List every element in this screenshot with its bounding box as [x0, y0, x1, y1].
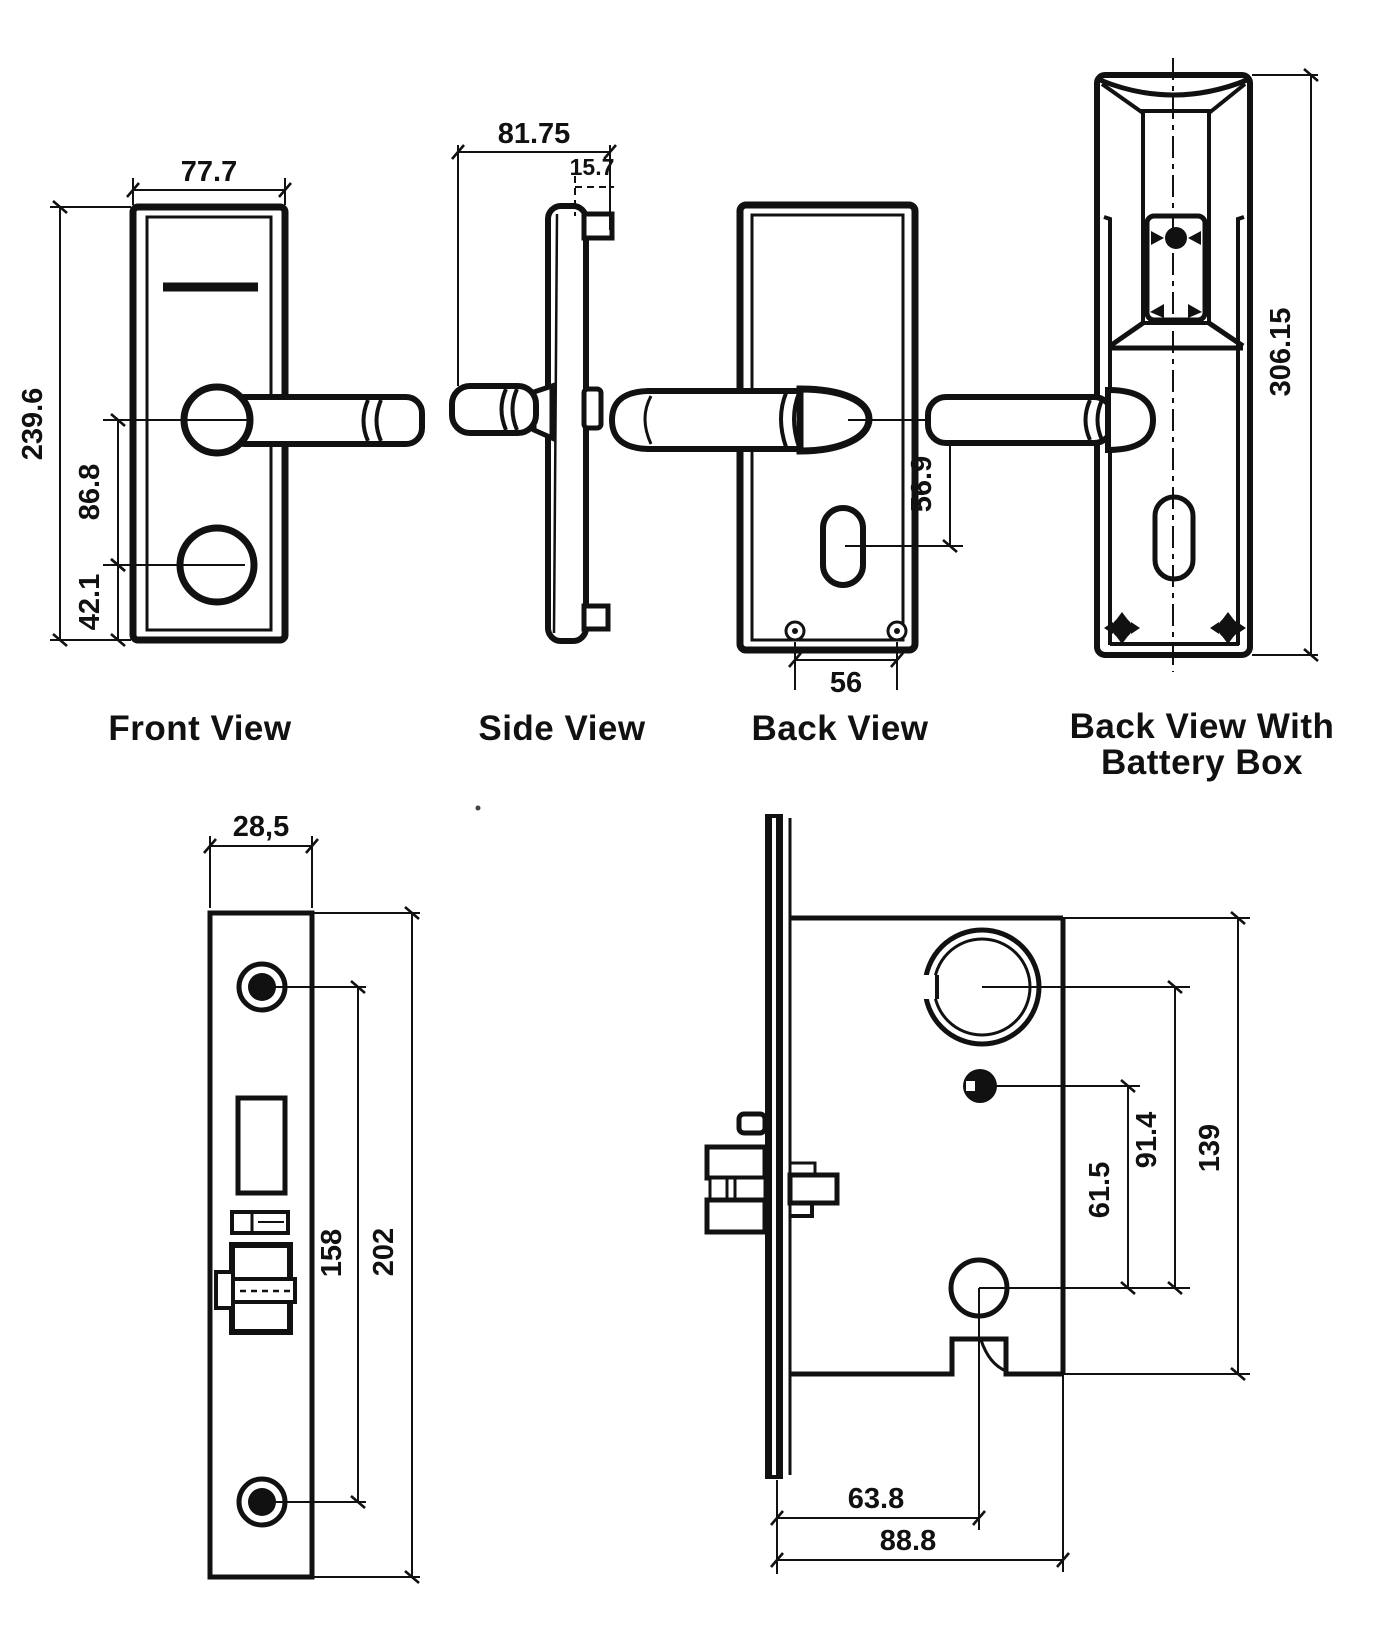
back-view	[612, 205, 963, 748]
dim-front-86-8: 86.8	[74, 463, 106, 521]
latch-opening	[238, 1098, 285, 1193]
dim-lockbody-61-5: 61.5	[1084, 1161, 1116, 1219]
battery-view-label-line2: Battery Box	[1101, 743, 1303, 782]
dim-faceplate-158: 158	[316, 1228, 348, 1278]
lockbody-dim-height	[1194, 918, 1238, 1374]
front-dim-cylinder-to-bottom	[74, 565, 118, 640]
lockbody-faceplate	[765, 815, 790, 1478]
battery-dim-height	[1252, 75, 1318, 655]
dim-lockbody-63-8: 63.8	[847, 1483, 905, 1515]
back-screw-left	[786, 622, 804, 640]
side-bottom-tab	[584, 606, 608, 629]
front-view	[17, 156, 422, 748]
dim-lockbody-91-4: 91.4	[1131, 1111, 1163, 1169]
side-plate	[548, 206, 612, 641]
dim-faceplate-width: 28,5	[232, 811, 290, 843]
battery-box	[1147, 216, 1205, 320]
dim-side-15-7: 15.7	[569, 154, 615, 180]
side-top-tab	[584, 214, 612, 238]
lockbody-dim-backset	[777, 1483, 979, 1518]
dim-lockbody-139: 139	[1194, 1123, 1226, 1173]
faceplate-dim-width	[210, 811, 312, 908]
lock-body-view	[707, 815, 1250, 1574]
dim-front-width: 77.7	[180, 156, 238, 188]
back-handle	[612, 389, 869, 451]
print-speck	[476, 806, 481, 811]
front-view-label: Front View	[108, 709, 292, 748]
dim-back-56: 56	[829, 667, 863, 699]
dim-battery-height: 306.15	[1265, 307, 1297, 397]
battery-view-label-line1: Back View With	[1069, 707, 1335, 746]
faceplate-view	[210, 811, 420, 1577]
lockbody-dim-cylinder-to-hub	[1131, 987, 1175, 1288]
dim-back-56-9: 56.9	[906, 455, 938, 513]
side-spindle-boss	[584, 389, 601, 428]
front-dim-width	[133, 156, 285, 205]
dim-front-height: 239.6	[17, 387, 49, 461]
back-view-label: Back View	[751, 709, 929, 748]
lockbody-dim-dot-to-hub	[1084, 1086, 1128, 1288]
dim-side-depth: 81.75	[497, 118, 571, 150]
aux-opening	[232, 1212, 288, 1233]
side-view-label: Side View	[478, 709, 646, 748]
back-screw-right	[888, 622, 906, 640]
back-view-battery	[928, 58, 1334, 782]
side-handle	[452, 386, 552, 438]
battery-handle	[928, 390, 1153, 450]
lockbody-spindle-dot	[963, 1069, 997, 1103]
battery-screw	[1165, 227, 1187, 249]
dim-front-42-1: 42.1	[74, 573, 106, 631]
dim-faceplate-202: 202	[368, 1227, 400, 1277]
dim-lockbody-88-8: 88.8	[879, 1525, 937, 1557]
lockbody-dim-width	[777, 1525, 1063, 1560]
